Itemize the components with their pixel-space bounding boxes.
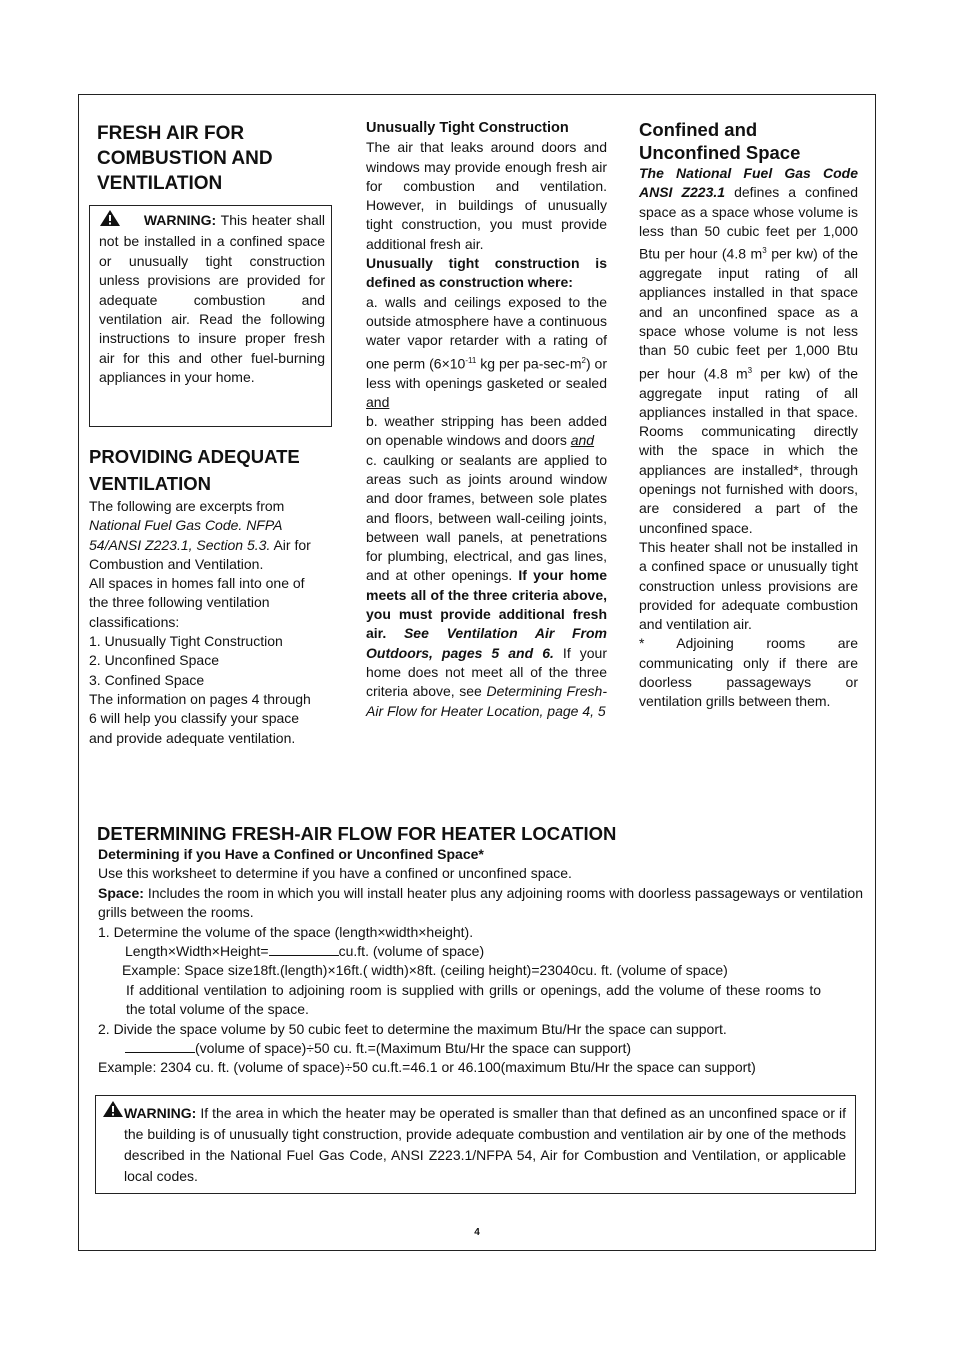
page-number: 4 bbox=[474, 1227, 480, 1238]
tight-construction-heading: Unusually Tight Construction bbox=[366, 120, 569, 136]
step-1: 1. Determine the volume of the space (length×width×height). bbox=[98, 923, 474, 940]
list-item: 1. Unusually Tight Construction bbox=[89, 633, 283, 650]
volume-formula: Length×Width×Height= cu.ft. (volume of space) bbox=[125, 943, 485, 960]
confined-body: The National Fuel Gas Code ANSI Z223.1 defines a confined space as a space whose volume is less than 50 cubic feet per 1,000 Btu per hour (4.8 $m^3$ per kw) of the aggregate input rating of all appliances installed in that space and an unconfined space as a space whose volume is not less than 50 cubic feet per 1,000 Btu per hour (4.8 $m^3$ per kw) of the aggregate input rating of all appliances installed in that space. Rooms communicating directly with the space in which the appliances are installed*, through openings not furnished with doors, are considered a part of the unconfined space. This heater shall not be installed in a confined space or unusually tight construction unless provisions are provided for adequate combustion and ventilation air. * Adjoining rooms are communicating only if there are doorless passageways or ventilation grills between them. bbox=[639, 165, 858, 710]
criterion-c: c. caulking or sealants are applied to areas such as joints around window and door frames, between sole plates and floors, between wall-ceiling joints, between wall panels, at penetrations for plumbing, electrical, and gas lines, and at other openings. If your home meets all of the three criteria above, you must provide additional fresh air. See Ventilation Air From Outdoors, pages 5 and 6. If your home does not meet all of the three criteria above, see Determining Fresh-Air Flow for Heater Location, page 4, 5 bbox=[366, 451, 607, 719]
btu-blank bbox=[125, 1039, 195, 1053]
providing-ventilation-body: The following are excerpts from National Fuel Gas Code. NFPA 54/ANSI Z223.1, Section 5.3. Air for Combustion and Ventilation. All spaces in homes fall into one of the three following ventilation classifications: 1. Unusually Tight Construction 2. Unconfined Space 3. Confined Space The information on pages 4 through 6 will help you classify your space and provide adequate ventilation. bbox=[89, 497, 319, 748]
warning-box bbox=[89, 205, 332, 427]
warning-paragraph: WARNING: This heater shall not be installed in a confined space or unusually tight construction unless provisions are provided for adequate combustion and ventilation air. Read the following instructions to insure proper fresh air for this and other fuel-burning appliances in your home. bbox=[99, 209, 325, 388]
list-item: 2. Unconfined Space bbox=[89, 652, 219, 669]
bottom-warning-box bbox=[95, 1095, 856, 1194]
tight-construction-column: Unusually Tight Construction The air that leaks around doors and windows may provide enough fresh air for combustion and ventilation. However, in buildings of unusually tight construction, you must provide additional fresh air. Unusually tight construction is defined as construction where: a. walls and ceilings exposed to the outside atmosphere have a continuous water vapor retarder with a rating of one perm ($6\times 10^{-11}$ kg per $pa-\sec-m^2$) or less with openings gasketed or sealed and b. weather stripping has been added on openable windows and doors and c. caulking or sealants are applied to areas such as joints around window and door frames, between sole plates and floors, between wall-ceiling joints, between wall panels, at penetrations for plumbing, electrical, and gas lines, and at other openings. If your home meets all of the three criteria above, you must provide additional fresh air. See Ventilation Air From Outdoors, pages 5 and 6. If your home does not meet all of the three criteria above, see Determining Fresh-Air Flow for Heater Location, page 4, 5 bbox=[366, 119, 607, 721]
list-item: 3. Confined Space bbox=[89, 671, 205, 688]
warning-icon bbox=[102, 1100, 124, 1123]
worksheet-subtitle: Determining if you Have a Confined or Unconfined Space* bbox=[98, 846, 484, 862]
fresh-air-flow-title: DETERMINING FRESH-AIR FLOW FOR HEATER LOCATION bbox=[97, 823, 617, 844]
volume-blank bbox=[269, 942, 339, 956]
btu-formula: (volume of space)÷50 cu. ft.=(Maximum Btu/Hr the space can support) bbox=[98, 1039, 863, 1058]
warning-icon bbox=[99, 209, 121, 232]
step-2: 2. Divide the space volume by 50 cubic feet to determine the maximum Btu/Hr the space can support. bbox=[98, 1020, 727, 1037]
fresh-air-title: FRESH AIR FOR COMBUSTION AND VENTILATION bbox=[97, 123, 273, 194]
criterion-a: a. walls and ceilings exposed to the outside atmosphere have a continuous water vapor retarder with a rating of one perm ($6\times 10^{-11}$ kg per $pa-\sec-m^2$) or less with openings gasketed or sealed and bbox=[366, 293, 608, 410]
providing-ventilation-title: PROVIDING ADEQUATE VENTILATION bbox=[89, 446, 300, 494]
worksheet-body: Determining if you Have a Confined or Unconfined Space* Use this worksheet to determine if you have a confined or unconfined space. Space: Includes the room in which you will install heater plus any adjoining rooms with doorless passageways or ventilation grills between the rooms. 1. Determine the volume of the space (length×width×height). Length×Width×Height= cu.ft. (volume of space) Example: Space size18ft.(length)×16ft.( width)×8ft. (ceiling height)=23040cu. ft. (volume of space) If additional ventilation to adjoining room is supplied with grills or openings, add the volume of these rooms to the total volume of the space. 2. Divide the space volume by 50 cubic feet to determine the maximum Btu/Hr the space can support. (volume of space)÷50 cu. ft.=(Maximum Btu/Hr the space can support) Example: 2304 cu. ft. (volume of space)÷50 cu.ft.=46.1 or 46.100(maximum Btu/Hr the space can support) bbox=[98, 846, 863, 1076]
confined-title: Confined and Unconfined Space bbox=[639, 119, 801, 163]
criterion-b: b. weather stripping has been added on openable windows and doors and bbox=[366, 413, 607, 449]
bottom-warning-paragraph: WARNING: If the area in which the heater may be operated is smaller than that defined as an unconfined space or if the building is of unusually tight construction, provide adequate combustion and ventilation air by one of the methods described in the National Fuel Gas Code, ANSI Z223.1/NFPA 54, Air for Combustion and Ventilation, or applicable local codes. bbox=[124, 1105, 846, 1184]
